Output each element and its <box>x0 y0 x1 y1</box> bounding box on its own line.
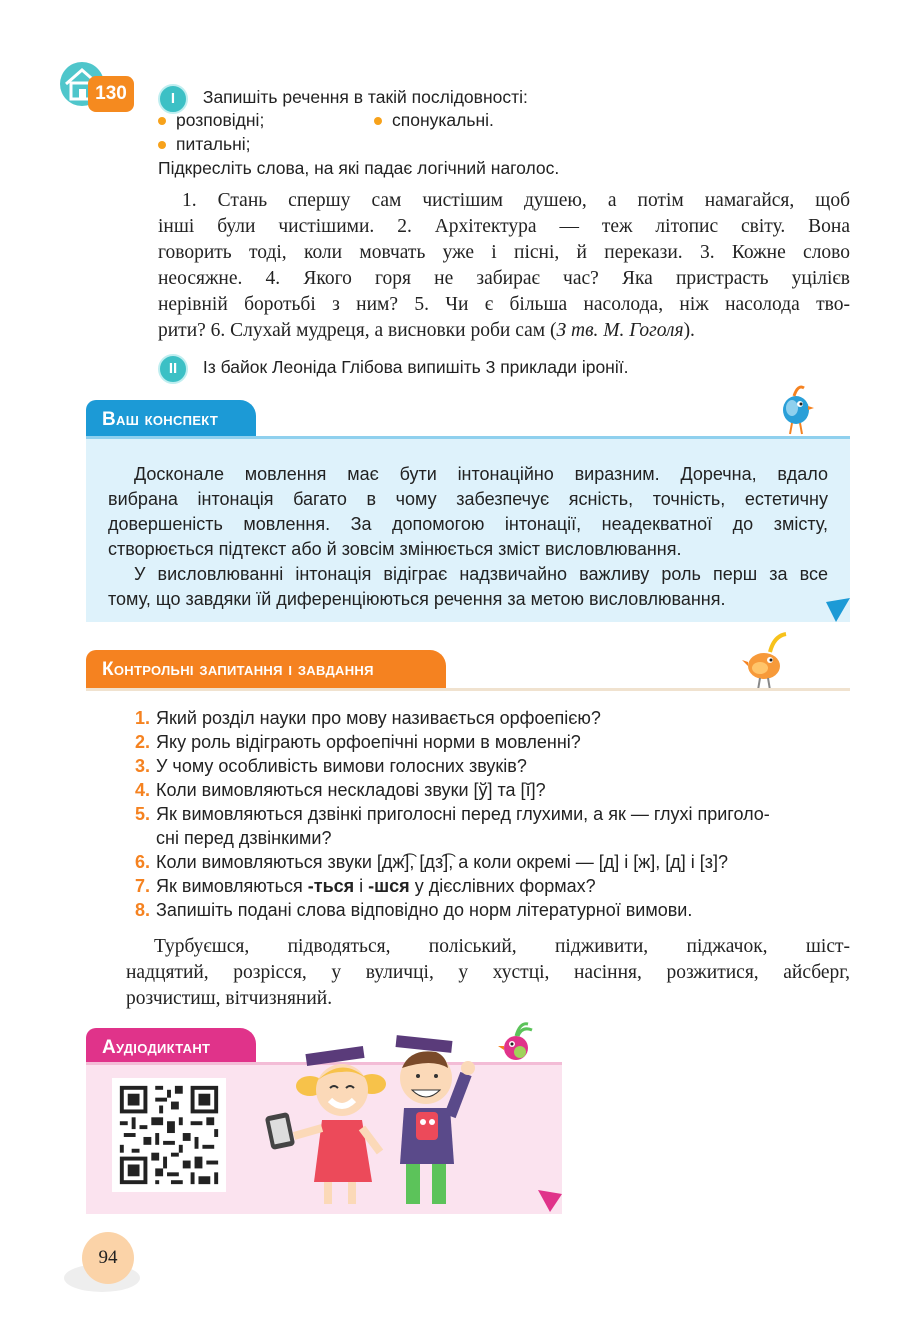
konspekt-line: довершеність мовлення. За допомогою інтонації, неадекватної до змісту, <box>108 514 828 534</box>
words-line: розчистиш, вітчизняний. <box>126 988 333 1009</box>
part2-instruction: Із байок Леоніда Глібова випишіть 3 приклади іронії. <box>202 357 629 377</box>
words-text <box>126 934 850 1012</box>
text-line: неосяжне. 4. Якого горя не забирає час? Яка пристрасть уцілієв <box>158 268 850 289</box>
bullet-item: питальні; <box>158 132 251 156</box>
konspekt-line: У висловлюванні інтонація відіграє надзвичайно важливу роль перш за все <box>134 564 828 584</box>
konspekt-line: вибрана інтонація багато в чому забезпечує ясність, точність, естетичну <box>108 489 828 509</box>
bullet-dot <box>374 117 382 125</box>
part2-instruction-row <box>158 354 628 384</box>
konspekt-tab: Ваш конспект <box>86 400 256 438</box>
source-citation: З тв. М. Гоголя <box>556 320 684 341</box>
konspekt-divider <box>86 436 850 439</box>
questions-list <box>126 706 856 922</box>
bullet-item: спонукальні. <box>374 108 494 132</box>
words-line: Турбуєшся, підводяться, поліський, підживити, піджачок, шіст- <box>154 936 850 957</box>
list-item-continuation: сні перед дзвінкими? <box>156 828 332 848</box>
list-item: 8. Запишіть подані слова відповідно до норм літературної вимови. <box>134 900 693 920</box>
exercise-number: 130 <box>88 76 134 112</box>
part2-marker: II <box>158 354 188 384</box>
list-item: 1. Який розділ науки про мову називається орфоепією? <box>134 708 601 728</box>
questions-tab: Контрольні запитання і завдання <box>86 650 446 688</box>
list-item: 4. Коли вимовляються нескладові звуки [ў] та [ĭ]? <box>134 780 546 800</box>
konspekt-line: Досконале мовлення має бути інтонаційно виразним. Доречна, вдало <box>134 464 828 484</box>
text-line: нерівній боротьбі з ним? 5. Чи є більша насолода, ніж насолода тво- <box>158 294 850 315</box>
audio-tab: Аудіодиктант <box>86 1028 256 1066</box>
bird-icon <box>498 1018 538 1066</box>
bullet-dot <box>158 141 166 149</box>
students-illustration <box>260 1024 480 1210</box>
qr-code-icon <box>112 1078 226 1192</box>
konspekt-line: створюється підтекст або й зовсім змінюється зміст висловлювання. <box>108 539 682 559</box>
konspekt-line: тому, що завдяки їй диференціюються речення за метою висловлювання. <box>108 589 726 609</box>
exercise-badge <box>58 58 138 120</box>
bird-icon <box>740 628 796 692</box>
bullet-dot <box>158 117 166 125</box>
text-line: 1. Стань спершу сам чистішим душею, а потім намагайся, щоб <box>182 190 850 211</box>
page-number: 94 <box>82 1232 134 1284</box>
bird-icon <box>776 378 816 438</box>
words-line: надцятий, розрісся, у вуличці, у хустці, насіння, розжитися, айсберг, <box>126 962 850 983</box>
list-item: 7. Як вимовляються -ться і -шся у дієслівних формах? <box>134 876 596 896</box>
bullet-item: розповідні; <box>158 108 264 132</box>
text-line-last: рити? 6. Слухай мудреця, а висновки роби сам (З тв. М. Гоголя). <box>158 320 695 341</box>
text-line: говорить тоді, коли мовчать уже і пісні, й перекази. 3. Кожне слово <box>158 242 850 263</box>
list-item: 6. Коли вимовляються звуки [дж͡], [дз͡], а коли окремі — [д] і [ж], [д] і [з]? <box>134 852 729 872</box>
qr-code[interactable] <box>112 1078 226 1192</box>
list-item: 5. Як вимовляються дзвінкі приголосні перед глухими, а як — глухі приголо- <box>134 804 770 824</box>
questions-divider <box>86 688 850 691</box>
corner-triangle-icon <box>538 1190 564 1214</box>
list-item: 2. Яку роль відіграють орфоепічні норми в мовленні? <box>134 732 581 752</box>
konspekt-text <box>108 462 828 612</box>
list-item: 3. У чому особливість вимови голосних звуків? <box>134 756 527 776</box>
exercise-text <box>158 188 850 344</box>
part1-note: Підкресліть слова, на які падає логічний наголос. <box>158 158 560 178</box>
part1-marker: I <box>158 84 188 114</box>
corner-triangle-icon <box>826 598 852 624</box>
part1-instruction: Запишіть речення в такій послідовності: <box>202 87 528 107</box>
text-line: інші були чистішими. 2. Архітектура — теж літопис світу. Вона <box>158 216 850 237</box>
